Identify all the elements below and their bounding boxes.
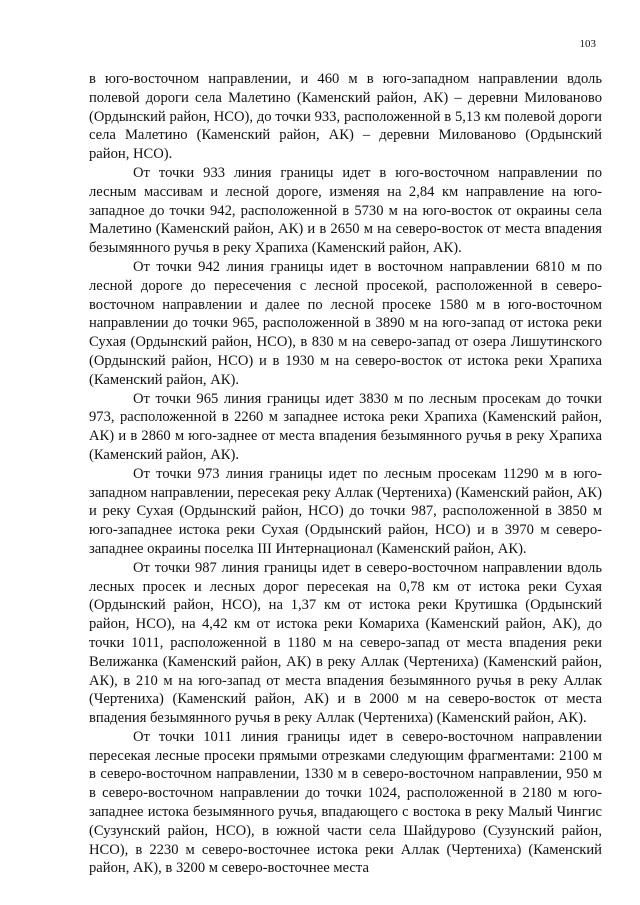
paragraph-4: От точки 965 линия границы идет 3830 м по лесным просекам до точки 973, расположенной в 2260 м западнее истока реки Храпиха (Каменский район, АК) и в 2860 м юго-заднее от места впадения безымянного ручья в реку Храпиха (Каменский район, АК). [89,390,602,463]
page-number: 103 [579,38,596,50]
paragraph-7: От точки 1011 линия границы идет в северо-восточном направлении пересекая лесные просеки прямыми отрезками следующим фрагментами: 2100 м в северо-восточном направлении, 1330 м в северо-восточном направлении, 950 м в северо-восточном направлении до точки 1024, расположенной в 2180 м юго-западнее истока безымянного ручья, впадающего с востока в реку Малый Чингис (Сузунский район, НСО), в южной части села Шайдурово (Сузунский район, НСО), в 2230 м северо-восточнее истока реки Аллак (Чертениха) (Каменский район, АК), в 3200 м северо-восточнее места [89,728,602,877]
paragraph-5: От точки 973 линия границы идет по лесным просекам 11290 м в юго-западном направлении, пересекая реку Аллак (Чертениха) (Каменский район, АК) и реку Сухая (Ордынский район, НСО) до точки 987, расположенной в 3850 м юго-западнее истока реки Сухая (Ордынский район, НСО) и в 3970 м северо-западнее окраины поселка III Интернационал (Каменский район, АК). [89,465,602,557]
paragraph-6: От точки 987 линия границы идет в северо-восточном направлении вдоль лесных просек и лесных дорог пересекая на 0,78 км от истока реки Сухая (Ордынский район, НСО), на 1,37 км от истока реки Крутишка (Ордынский район, НСО), на 4,42 км от истока реки Комариха (Каменский район, АК), до точки 1011, расположенной в 1180 м на северо-запад от места впадения реки Велижанка (Каменский район, АК) в реку Аллак (Чертениха) (Каменский район, АК), в 210 м на юго-запад от места впадения безымянного ручья в реку Аллак (Чертениха) (Каменский район, АК) и в 2000 м на северо-восток от места впадения безымянного ручья в реку Аллак (Чертениха) (Каменский район, АК). [89,559,602,727]
paragraph-1: в юго-восточном направлении, и 460 м в юго-западном направлении вдоль полевой дороги села Малетино (Каменский район, АК) – деревни Милованово (Ордынский район, НСО), до точки 933, расположенной в 5,13 км полевой дороги села Малетино (Каменский район, АК) – деревни Милованово (Ордынский район, НСО). [89,71,602,163]
document-body [89,70,602,878]
paragraph-2: От точки 933 линия границы идет в юго-восточном направлении по лесным массивам и лесной дороге, изменяя на 2,84 км направление на юго-западное до точки 942, расположенной в 5730 м на юго-восток от окраины села Малетино (Каменский район, АК) и в 2650 м на северо-восток от места впадения безымянного ручья в реку Храпиха (Каменский район, АК). [89,164,602,257]
paragraph-3: От точки 942 линия границы идет в восточном направлении 6810 м по лесной дороге до пересечения с лесной просекой, расположенной в северо-восточном направлении и далее по лесной просеке 1580 м в юго-восточном направлении до точки 965, расположенной в 3890 м на юго-запад от истока реки Сухая (Ордынский район, НСО), в 830 м на северо-запад от озера Лишутинского (Ордынский район, НСО) и в 1930 м на северо-восток от истока реки Храпиха (Каменский район, АК). [89,258,602,388]
